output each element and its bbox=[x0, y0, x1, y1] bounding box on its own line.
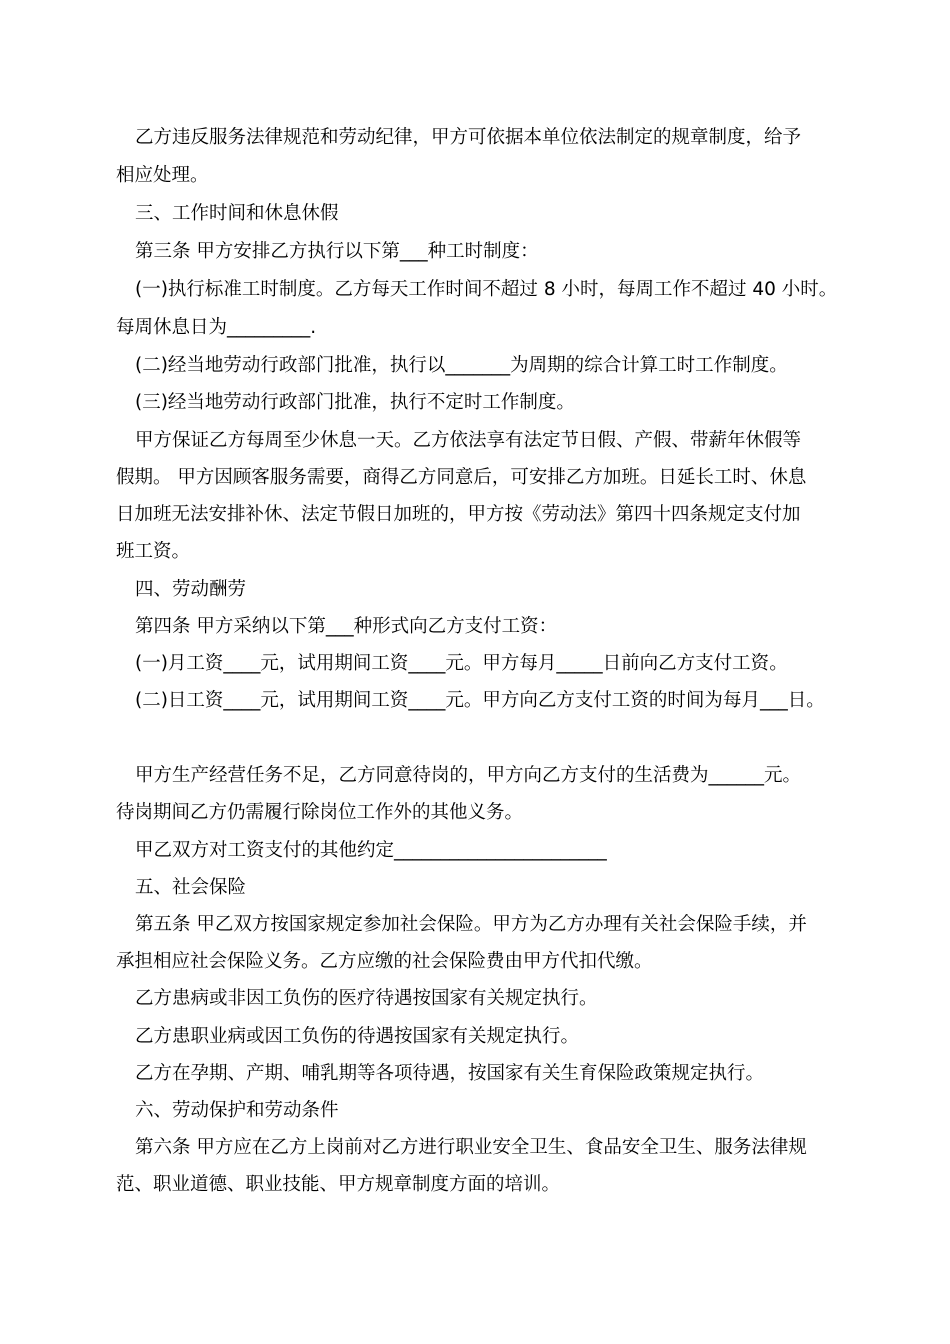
article-line: 第四条 甲方采纳以下第___种形式向乙方支付工资： bbox=[135, 616, 558, 637]
text-line: (二)经当地劳动行政部门批准，执行以_______为周期的综合计算工时工作制度。 bbox=[135, 355, 788, 376]
text-line: (一)执行标准工时制度。乙方每天工作时间不超过 8 小时，每周工作不超过 40 小时。 bbox=[135, 279, 838, 300]
text-line: (二)日工资____元，试用期间工资____元。甲方向乙方支付工资的时间为每月___日。 bbox=[135, 690, 825, 711]
text-line: 乙方违反服务法律规范和劳动纪律，甲方可依据本单位依法制定的规章制度，给予 bbox=[135, 127, 802, 148]
text-line: 甲方保证乙方每周至少休息一天。乙方依法享有法定节日假、产假、带薪年休假等 bbox=[135, 430, 802, 451]
text-line: (三)经当地劳动行政部门批准，执行不定时工作制度。 bbox=[135, 392, 575, 413]
text-line: 假期。 甲方因顾客服务需要，商得乙方同意后，可安排乙方加班。日延长工时、休息 bbox=[116, 467, 807, 488]
text-line: 甲乙双方对工资支付的其他约定_______________________ bbox=[135, 840, 607, 861]
section-heading: 四、劳动酬劳 bbox=[135, 579, 247, 600]
article-line: 第六条 甲方应在乙方上岗前对乙方进行职业安全卫生、食品安全卫生、服务法律规 bbox=[135, 1137, 807, 1158]
text-line: (一)月工资____元，试用期间工资____元。甲方每月_____日前向乙方支付工资。 bbox=[135, 653, 788, 674]
text-line: 乙方患职业病或因工负伤的待遇按国家有关规定执行。 bbox=[135, 1026, 580, 1047]
text-line: 乙方患病或非因工负伤的医疗待遇按国家有关规定执行。 bbox=[135, 988, 598, 1009]
section-heading: 五、社会保险 bbox=[135, 877, 247, 898]
text-line: 每周休息日为_________. bbox=[116, 317, 317, 338]
article-line: 第五条 甲乙双方按国家规定参加社会保险。甲方为乙方办理有关社会保险手续，并 bbox=[135, 914, 807, 935]
text-line: 相应处理。 bbox=[116, 165, 209, 186]
text-line: 班工资。 bbox=[116, 541, 191, 562]
text-line: 乙方在孕期、产期、哺乳期等各项待遇，按国家有关生育保险政策规定执行。 bbox=[135, 1063, 765, 1084]
text-line: 承担相应社会保险义务。乙方应缴的社会保险费由甲方代扣代缴。 bbox=[116, 951, 653, 972]
section-heading: 六、劳动保护和劳动条件 bbox=[135, 1100, 339, 1121]
section-heading: 三、工作时间和休息休假 bbox=[135, 203, 339, 224]
text-line: 甲方生产经营任务不足，乙方同意待岗的，甲方向乙方支付的生活费为______元。 bbox=[135, 765, 802, 786]
text-line: 日加班无法安排补休、法定节假日加班的，甲方按《劳动法》第四十四条规定支付加 bbox=[116, 504, 801, 525]
article-line: 第三条 甲方安排乙方执行以下第___种工时制度： bbox=[135, 241, 539, 262]
text-line: 待岗期间乙方仍需履行除岗位工作外的其他义务。 bbox=[116, 802, 524, 823]
text-line: 范、职业道德、职业技能、甲方规章制度方面的培训。 bbox=[116, 1174, 561, 1195]
